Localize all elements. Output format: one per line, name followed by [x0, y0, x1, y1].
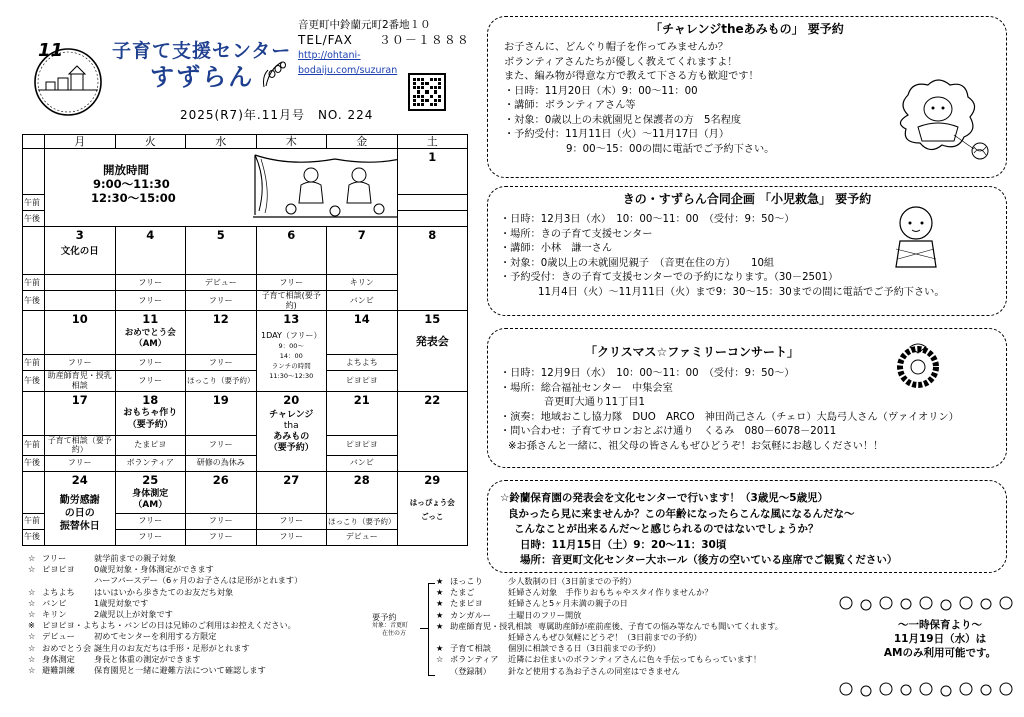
- day-number: 11: [142, 312, 159, 327]
- legend-name: カンガルー: [450, 609, 491, 620]
- legend-star-icon: ※: [28, 620, 35, 631]
- pm-label: 午後: [23, 455, 45, 471]
- day-number: 18: [142, 392, 159, 407]
- day-cell-15: [397, 311, 468, 391]
- weekday-mon: 月: [45, 135, 116, 149]
- text-line: 良かったら見に来ませんか？この年齢になったらこんな風になるんだな～: [508, 507, 855, 520]
- day-number: 24: [71, 472, 88, 487]
- event-line: 14：00: [279, 352, 303, 361]
- temporary-childcare-notice: [860, 618, 1020, 660]
- legend-star-icon: ☆: [28, 597, 36, 608]
- legend-name: フリー: [42, 553, 67, 563]
- day-number: 5: [216, 228, 225, 243]
- legend-star-icon: ★: [436, 587, 444, 598]
- legend-row: [28, 587, 408, 598]
- day-cell-24: [45, 471, 116, 545]
- text-line: ・演奏：地域おこし協力隊 DUO ARCO 神田尚己さん（チェロ）大島弓人さん（ヴァイオリン）: [500, 411, 959, 423]
- calendar-corner: [23, 135, 45, 149]
- reservation-sub: 対象：音更町: [372, 622, 409, 629]
- day-cell-22: [397, 391, 468, 471]
- day-cell-5: [186, 227, 257, 275]
- slot: フリー: [186, 513, 257, 529]
- day-cell-18: [115, 391, 186, 435]
- day-number: 15: [424, 312, 441, 327]
- legend-desc: 専属助産師が産前産後、子育ての悩み等なんでも聞いてくれます。: [538, 620, 783, 631]
- slot: [45, 275, 116, 291]
- day-number: 6: [287, 228, 296, 243]
- legend-desc: 就学前までの親子対象: [94, 553, 176, 563]
- legend-desc: 身長と体重の測定ができます: [94, 653, 201, 664]
- legend-desc: 妊婦さんと5ヶ月未満の親子の日: [508, 598, 628, 609]
- slot: フリー: [186, 529, 257, 545]
- legend-row: [436, 643, 816, 654]
- website-link-line1[interactable]: http://ohtani-: [298, 50, 361, 61]
- open-hours: [91, 163, 176, 205]
- text-line: お子さんに、どんぐり帽子を作ってみませんか？: [504, 42, 729, 53]
- legend-row: [28, 643, 408, 654]
- text-line: 11月4日（火）～11月11日（火）まで9：30～15：30までの間に電話でご予約下さい。: [538, 286, 945, 298]
- legend-name: ボランティア: [450, 654, 499, 665]
- baby-illustration: [886, 201, 948, 273]
- event-line: おもちゃ作り: [123, 408, 178, 419]
- slot: 子育て相談(要予約): [256, 291, 327, 311]
- weekday-tue: 火: [115, 135, 186, 149]
- legend-star-icon: ☆: [28, 564, 36, 575]
- day-number: 3: [75, 228, 84, 243]
- legend-row: [436, 666, 816, 677]
- day-number: 28: [353, 472, 370, 487]
- day-number: 19: [212, 392, 229, 407]
- recital-notice-body: [500, 491, 897, 569]
- legend-star-icon: [28, 575, 42, 586]
- legend-bracket: [428, 583, 435, 676]
- am-label: 午前: [23, 513, 45, 529]
- sat-pm-slot: [397, 211, 468, 227]
- legend-desc: 保育園児と一緒に避難方法について確認します: [94, 665, 266, 676]
- legend-star-icon: ☆: [28, 642, 36, 653]
- day-number: 22: [424, 392, 441, 407]
- slot: フリー: [115, 275, 186, 291]
- legend-row: [28, 665, 408, 676]
- slot: フリー: [115, 291, 186, 311]
- open-hours-am: 9:00～11:30: [93, 177, 170, 192]
- event-toy-making: [116, 408, 186, 431]
- text-line: 場所：音更町文化センター大ホール（後方の空いている座席でご観覧ください）: [520, 554, 898, 566]
- day-number: 7: [357, 228, 366, 243]
- open-hours-cell: [45, 149, 398, 227]
- legend-desc: 妊婦さんもぜひ気軽にどうぞ！（3日前までの予約）: [508, 632, 702, 643]
- weekday-wed: 水: [186, 135, 257, 149]
- legend-star-icon: ★: [436, 620, 444, 631]
- event-line: ごっこ: [421, 511, 444, 521]
- legend-right: [436, 576, 816, 677]
- day-number: 8: [428, 228, 437, 243]
- event-1day: [257, 331, 327, 381]
- day-cell-1: [397, 149, 468, 195]
- text-line: 音更町大通り11丁目1: [544, 397, 645, 408]
- day-cell-29: [397, 471, 468, 545]
- legend-desc: 誕生月のお友だちは手形・足形がとれます: [94, 642, 250, 653]
- slot: フリー: [256, 275, 327, 291]
- knitting-event-body: [504, 41, 774, 157]
- slot: ボランティア: [115, 455, 186, 471]
- slot: フリー: [115, 529, 186, 545]
- first-aid-event-box: [487, 186, 1007, 316]
- reservation-sub: 在住の方: [382, 630, 407, 637]
- day-cell-10: [45, 311, 116, 355]
- text-line: ボランティアさんたちが優しく教えてくれますよ！: [504, 56, 738, 68]
- notice-line: 11月19日（水）は: [893, 633, 987, 645]
- event-line: tha: [283, 421, 299, 432]
- slot: よちよち: [327, 355, 398, 371]
- weekday-fri: 金: [327, 135, 398, 149]
- slot: 子育て相談（要予約）: [45, 435, 116, 455]
- legend-row: [28, 564, 408, 575]
- legend-desc: 0歳児対象・身体測定ができます: [94, 564, 214, 575]
- legend-desc: 妊婦さん対象 手作りおもちゃやスタイ作りませんか？: [508, 587, 713, 598]
- slot: フリー: [186, 291, 257, 311]
- open-hours-pm: 12:30～15:00: [91, 191, 176, 206]
- slot: デビュー: [186, 275, 257, 291]
- day-cell-4: [115, 227, 186, 275]
- legend-row: [28, 553, 408, 564]
- knitting-sheep-illustration: [888, 75, 992, 163]
- recital-notice-box: [487, 480, 1007, 573]
- legend-star-icon: ☆: [28, 653, 36, 664]
- legend-row: [436, 610, 816, 621]
- slot: フリー: [186, 355, 257, 371]
- sat-am-slot: [397, 195, 468, 211]
- legend-star-icon: ☆: [28, 609, 36, 620]
- am-label: 午前: [23, 435, 45, 455]
- day-cell-20: [256, 391, 327, 471]
- event-line: 勤労感謝: [59, 494, 100, 506]
- day-cell-12: [186, 311, 257, 355]
- legend-row: [436, 598, 816, 609]
- decorative-animals-top: [836, 592, 1016, 614]
- day-number: 29: [424, 472, 441, 487]
- legend-row: [436, 587, 816, 598]
- legend-desc: 近隣にお住まいのボランティアさんに色々手伝ってもらっています！: [508, 654, 762, 665]
- event-line: 振替休日: [59, 520, 100, 532]
- text-line: ・問い合わせ：子育てサロンおとぶけ通り くるみ 080－6078－2011: [500, 426, 837, 437]
- event-line: 9：00～: [278, 342, 304, 351]
- text-line: ・日時：11月20日（木）9：00～11：00: [504, 85, 698, 97]
- legend-name: たまピヨ: [450, 598, 483, 609]
- day-cell-21: [327, 391, 398, 435]
- lily-of-the-valley-icon: [262, 58, 288, 88]
- legend-desc: 初めてセンターを利用する方限定: [94, 631, 217, 642]
- notice-line: ～一時保育より～: [898, 619, 982, 631]
- legend-star-icon: [436, 632, 450, 643]
- day-cell-27: [256, 471, 327, 513]
- day-number: 14: [353, 312, 370, 327]
- puppet-stage-illustration: [251, 151, 397, 221]
- day-cell-7: [327, 227, 398, 275]
- legend-star-icon: ☆: [28, 586, 36, 597]
- knitting-event-box: [487, 16, 1007, 178]
- event-line: おめでとう会: [124, 328, 176, 339]
- text-line: ・対象：0歳以上の未就園児親子 （音更在住の方） 10組: [500, 257, 775, 269]
- legend-star-icon: ☆: [28, 553, 36, 563]
- slot: たまピヨ: [115, 435, 186, 455]
- center-name-line1: 子育て支援センター: [112, 40, 292, 62]
- slot: キリン: [327, 275, 398, 291]
- monthly-calendar: [22, 134, 468, 546]
- event-line: （要予約）: [268, 443, 314, 454]
- legend-desc: 少人数制の日（3日前までの予約）: [508, 576, 637, 586]
- legend-star-icon: ★: [436, 609, 444, 620]
- legend-desc: ハーフバースデー（6ヶ月のお子さんは足形がとれます）: [94, 575, 303, 586]
- event-pretend-recital: [398, 496, 468, 524]
- day-number: 20: [283, 392, 300, 407]
- qr-code[interactable]: [408, 73, 446, 111]
- clock-month-label: 11: [38, 40, 64, 61]
- day-number: 13: [283, 312, 300, 327]
- legend-star-icon: ★: [436, 576, 444, 586]
- legend-row: [28, 654, 408, 665]
- text-line: ・対象：0歳以上の未就園児と保護者の方 5名程度: [504, 114, 742, 126]
- address: 音更町中鈴蘭元町2番地１０: [298, 19, 431, 31]
- event-line: （要予約）: [127, 419, 173, 430]
- weekday-sat: 土: [397, 135, 468, 149]
- text-line: ・講師：ボランティアさん等: [504, 100, 636, 111]
- pm-label: 午後: [23, 529, 45, 545]
- legend-desc: 針など使用する為お子さんの同室はできません: [508, 665, 680, 676]
- center-name-line2: すずらん: [150, 63, 255, 91]
- day-cell-25: [115, 471, 186, 513]
- legend-row: [28, 620, 408, 631]
- legend-left: [28, 553, 408, 676]
- legend-star-icon: ★: [436, 598, 444, 609]
- day-cell-14: [327, 311, 398, 355]
- reservation-title: 要予約: [372, 612, 397, 622]
- legend-name: おめでとう会: [42, 642, 92, 653]
- legend-row: [436, 576, 816, 587]
- text-line: ・予約受付：11月11日（火）～11月17日（月）: [504, 129, 730, 140]
- legend-name: ピヨピヨ: [42, 564, 75, 575]
- day-cell-3: [45, 227, 116, 275]
- day-number: 27: [283, 472, 300, 487]
- event-line: 1DAY（フリー）: [260, 331, 322, 341]
- text-line: 日時：11月15日（土）9：20～11：30頃: [520, 538, 727, 551]
- legend-desc: 2歳児以上が対象です: [94, 609, 173, 620]
- event-culture-day: 文化の日: [60, 245, 99, 257]
- slot: フリー: [115, 371, 186, 391]
- day-cell-28: [327, 471, 398, 513]
- text-line: ・日時：12月9日（水） 10：00～11：00 （受付：9：50～）: [500, 368, 795, 379]
- legend-row: [28, 631, 408, 642]
- pm-label: 午後: [23, 291, 45, 311]
- legend-name: 避難訓練: [42, 665, 75, 676]
- slot: フリー: [115, 355, 186, 371]
- legend-star-icon: ☆: [28, 665, 36, 676]
- legend-star-icon: ☆: [436, 654, 444, 665]
- legend-name: 子育て相談: [450, 643, 491, 654]
- slot: フリー: [256, 513, 327, 529]
- christmas-concert-body: [500, 367, 959, 454]
- pm-label: 午後: [23, 371, 45, 391]
- day-number: 1: [428, 150, 437, 165]
- event-line: の日の: [64, 507, 95, 519]
- legend-name: （登録制）: [450, 665, 491, 676]
- slot: デビュー: [327, 529, 398, 545]
- slot: [45, 291, 116, 311]
- day-cell-6: [256, 227, 327, 275]
- legend-star-icon: ☆: [28, 631, 36, 642]
- legend-desc: 1歳児対象です: [94, 597, 149, 608]
- event-line: ランチの時間: [271, 362, 311, 371]
- legend-star-icon: ★: [436, 643, 444, 654]
- slot: フリー: [45, 355, 116, 371]
- event-birthday: [116, 328, 186, 349]
- am-label: 午前: [23, 355, 45, 371]
- website-link-line2[interactable]: bodaiju.com/suzuran: [298, 65, 398, 76]
- legend-row: [28, 598, 408, 609]
- event-line: 身体測定: [132, 488, 169, 499]
- day-cell-13: [256, 311, 327, 391]
- slot: ほっこり（要予約）: [186, 371, 257, 391]
- weekday-thu: 木: [256, 135, 327, 149]
- knitting-event-title: 「チャレンジtheあみもの」 要予約: [650, 22, 844, 36]
- text-line: こんなことが出来るんだ～と感じられるのではないでしょうか？: [514, 523, 819, 535]
- slot: バンビ: [327, 455, 398, 471]
- event-line: （AM）: [133, 499, 168, 510]
- slot: フリー: [45, 455, 116, 471]
- legend-name: バンビ: [42, 597, 67, 608]
- day-number: 21: [353, 392, 370, 407]
- slot: 助産師育児・授乳相談: [45, 371, 116, 391]
- legend-bracket-tick: [420, 628, 428, 629]
- event-line: （AM）: [134, 338, 167, 349]
- event-recital: 発表会: [415, 335, 449, 349]
- day-cell-8: [397, 227, 468, 311]
- slot: バンビ: [327, 291, 398, 311]
- event-line: チャレンジ: [269, 410, 314, 421]
- first-aid-event-title: きの・すずらん合同企画 「小児救急」 要予約: [622, 192, 872, 206]
- day-cell-19: [186, 391, 257, 435]
- event-measurement: [116, 489, 186, 512]
- am-label: 午前: [23, 195, 45, 211]
- text-line: ☆鈴蘭保育園の発表会を文化センターで行います！（3歳児～5歳児）: [500, 492, 829, 504]
- tel-fax: TEL/FAX ３０－１８８８: [298, 33, 470, 47]
- legend-row: [436, 654, 816, 665]
- slot: ほっこり（要予約）: [327, 513, 398, 529]
- legend-row: [436, 621, 816, 632]
- reservation-required-label: [372, 612, 408, 638]
- slot: ピヨピヨ: [327, 371, 398, 391]
- day-number: 12: [212, 312, 229, 327]
- event-line: 11:30～12:30: [269, 372, 314, 381]
- legend-row: [28, 609, 408, 620]
- legend-name: [42, 575, 94, 586]
- legend-row: [436, 632, 816, 643]
- event-knitting: [257, 410, 327, 454]
- pm-label: 午後: [23, 211, 45, 227]
- legend-row: [28, 575, 408, 586]
- day-number: 4: [146, 228, 155, 243]
- slot: フリー: [186, 435, 257, 455]
- day-cell-17: [45, 391, 116, 435]
- notice-line: AMのみ利用可能です。: [883, 647, 997, 659]
- day-cell-26: [186, 471, 257, 513]
- text-line: ・場所：総合福祉センター 中集会室: [500, 382, 673, 394]
- day-number: 10: [71, 312, 88, 327]
- legend-desc: 個別に相談できる日（3日前までの予約）: [508, 643, 661, 654]
- event-line: はっぴょう会: [409, 497, 455, 507]
- am-label: 午前: [23, 275, 45, 291]
- legend-name: 助産師育児・授乳相談: [450, 620, 532, 631]
- slot: フリー: [256, 529, 327, 545]
- text-line: また、編み物が得意な方で教えて下さる方も歓迎です！: [504, 71, 759, 82]
- legend-desc: 土曜日のフリー開放: [508, 609, 582, 620]
- legend-name: キリン: [42, 609, 67, 620]
- legend-name: ピヨピヨ・よちよち・バンビの日は兄姉のご利用はお控えください。: [42, 620, 296, 631]
- legend-desc: はいはいから歩きたてのお友だち対象: [94, 586, 234, 597]
- legend-name: [450, 632, 508, 643]
- day-number: 17: [71, 392, 88, 407]
- legend-name: ほっこり: [450, 576, 483, 586]
- slot: ピヨピヨ: [327, 435, 398, 455]
- text-line: ※お孫さんと一緒に、祖父母の皆さんもぜひどうぞ！お気軽にお越しください！！: [508, 440, 884, 452]
- text-line: ・予約受付：きの子育て支援センターでの予約になります。（30－2501）: [500, 272, 839, 283]
- slot: 研修の為休み: [186, 455, 257, 471]
- legend-name: 身体測定: [42, 653, 75, 664]
- slot: フリー: [115, 513, 186, 529]
- text-line: ・日時：12月3日（水） 10：00～11：00 （受付：9：50～）: [500, 214, 795, 225]
- first-aid-event-body: [500, 213, 945, 300]
- contact-info: [298, 18, 470, 78]
- day-number: 26: [212, 472, 229, 487]
- event-line: あみもの: [273, 432, 310, 443]
- open-hours-title: 開放時間: [103, 163, 149, 178]
- issue-number: 2025(R7)年.11月号 NO. 224: [180, 108, 374, 122]
- legend-name: たまご: [450, 587, 475, 598]
- event-holiday: [45, 494, 115, 533]
- day-cell-11: [115, 311, 186, 355]
- legend-name: よちよち: [42, 586, 75, 597]
- christmas-concert-title: 「クリスマス☆ファミリーコンサート」: [584, 345, 800, 359]
- text-line: ・講師：小林 謙一さん: [500, 243, 613, 254]
- legend-name: デビュー: [42, 631, 75, 642]
- decorative-animals-bottom: [836, 678, 1016, 700]
- text-line: ・場所：きの子育て支援センター: [500, 228, 653, 240]
- text-line: 9：00～15：00の間に電話でご予約下さい。: [566, 143, 775, 155]
- christmas-concert-box: [487, 328, 1007, 468]
- day-number: 25: [142, 472, 159, 487]
- legend-star-icon: [436, 666, 450, 677]
